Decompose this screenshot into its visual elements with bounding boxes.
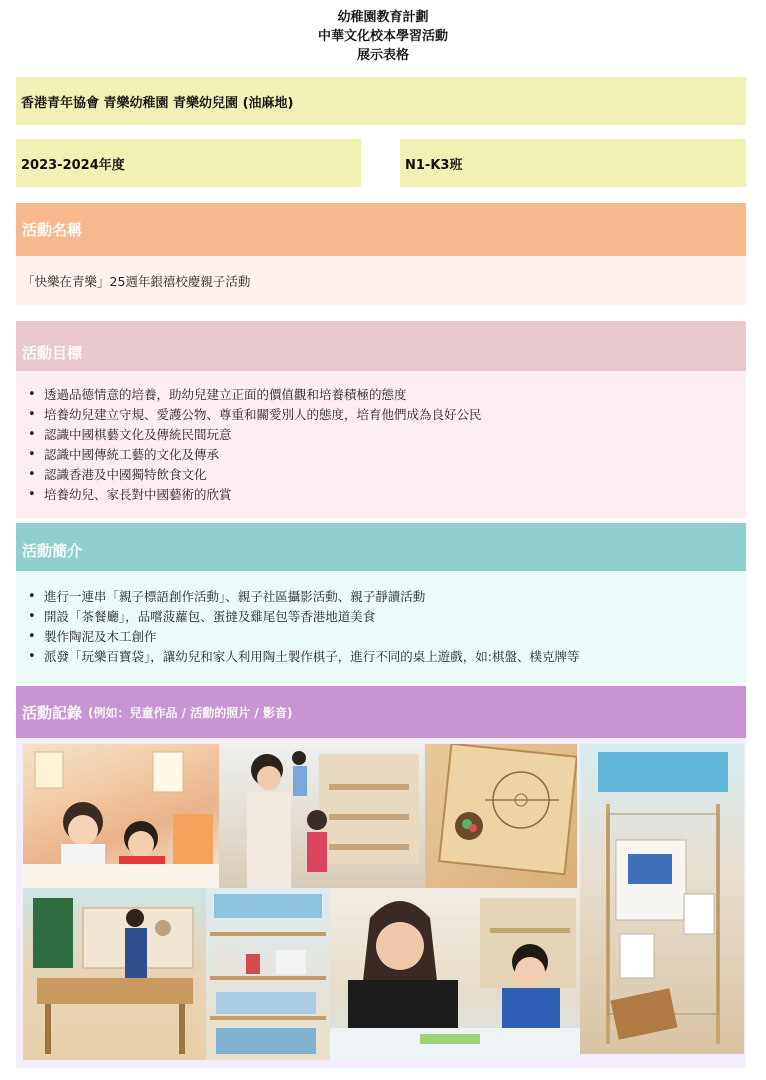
document-title	[0, 8, 766, 65]
photo-parent-classroom	[219, 744, 425, 888]
title-line-1: 幼稚園教育計劃	[337, 10, 429, 25]
objective-item: • 透過品德情意的培養，助幼兒建立正面的價值觀和培養積極的態度	[44, 385, 746, 405]
photo-game-board-art	[425, 744, 577, 888]
objectives-heading: 活動目標	[22, 343, 83, 362]
class-band	[400, 139, 746, 187]
photo-parent-classroom-art	[219, 744, 425, 888]
photo-wooden-craft-table-art	[23, 888, 206, 1060]
summary-heading: 活動簡介	[22, 541, 83, 560]
photo-parent-child-clay	[330, 888, 580, 1060]
records-heading: 活動記錄	[22, 703, 83, 722]
title-line-2: 中華文化校本學習活動	[317, 29, 448, 44]
objectives-list	[16, 385, 746, 505]
photo-display-stand	[580, 744, 744, 1054]
photo-shelf-display-art	[206, 888, 330, 1060]
school-name: 香港青年協會 青樂幼稚園 青樂幼兒園 (油麻地)	[21, 95, 294, 111]
school-band	[16, 77, 746, 125]
objectives-content	[16, 371, 746, 518]
photo-game-board	[425, 744, 577, 888]
objective-item: • 培養幼兒、家長對中國藝術的欣賞	[44, 485, 746, 505]
summary-item: • 進行一連串「親子標語創作活動」、親子社區攝影活動、親子靜讀活動	[44, 587, 746, 607]
school-year: 2023-2024年度	[21, 157, 125, 173]
year-band	[16, 139, 361, 187]
records-subheading: (例如：兒童作品 / 活動的照片 / 影音)	[88, 705, 293, 720]
objective-item: • 認識香港及中國獨特飲食文化	[44, 465, 746, 485]
summary-item: • 開設「茶餐廳」，品嚐菠蘿包、蛋撻及雞尾包等香港地道美食	[44, 607, 746, 627]
summary-item: • 派發「玩樂百寶袋」，讓幼兒和家人利用陶土製作棋子，進行不同的桌上遊戲，如:棋盤、樸克牌等	[44, 647, 746, 667]
photo-children-snacks	[23, 744, 219, 888]
activity-name-content	[16, 256, 746, 305]
photo-display-stand-art	[580, 744, 744, 1054]
photo-wooden-craft-table	[23, 888, 206, 1060]
class-range: N1-K3班	[405, 157, 463, 173]
summary-item: • 製作陶泥及木工創作	[44, 627, 746, 647]
photo-shelf-display	[206, 888, 330, 1060]
title-line-3: 展示表格	[356, 48, 409, 63]
objective-item: • 認識中國傳統工藝的文化及傳承	[44, 445, 746, 465]
summary-content	[16, 571, 746, 684]
objective-item: • 認識中國棋藝文化及傳統民間玩意	[44, 425, 746, 445]
objectives-header	[16, 321, 746, 371]
activity-name-header	[16, 203, 746, 256]
activity-name-value: 「快樂在青樂」25週年銀禧校慶親子活動	[22, 273, 251, 289]
photo-children-snacks-art	[23, 744, 219, 888]
activity-name-heading: 活動名稱	[22, 221, 83, 239]
summary-list	[16, 587, 746, 667]
summary-header	[16, 523, 746, 571]
photo-parent-child-clay-art	[330, 888, 580, 1060]
records-header	[16, 686, 746, 738]
objective-item: • 培養幼兒建立守規、愛護公物、尊重和關愛別人的態度，培育他們成為良好公民	[44, 405, 746, 425]
